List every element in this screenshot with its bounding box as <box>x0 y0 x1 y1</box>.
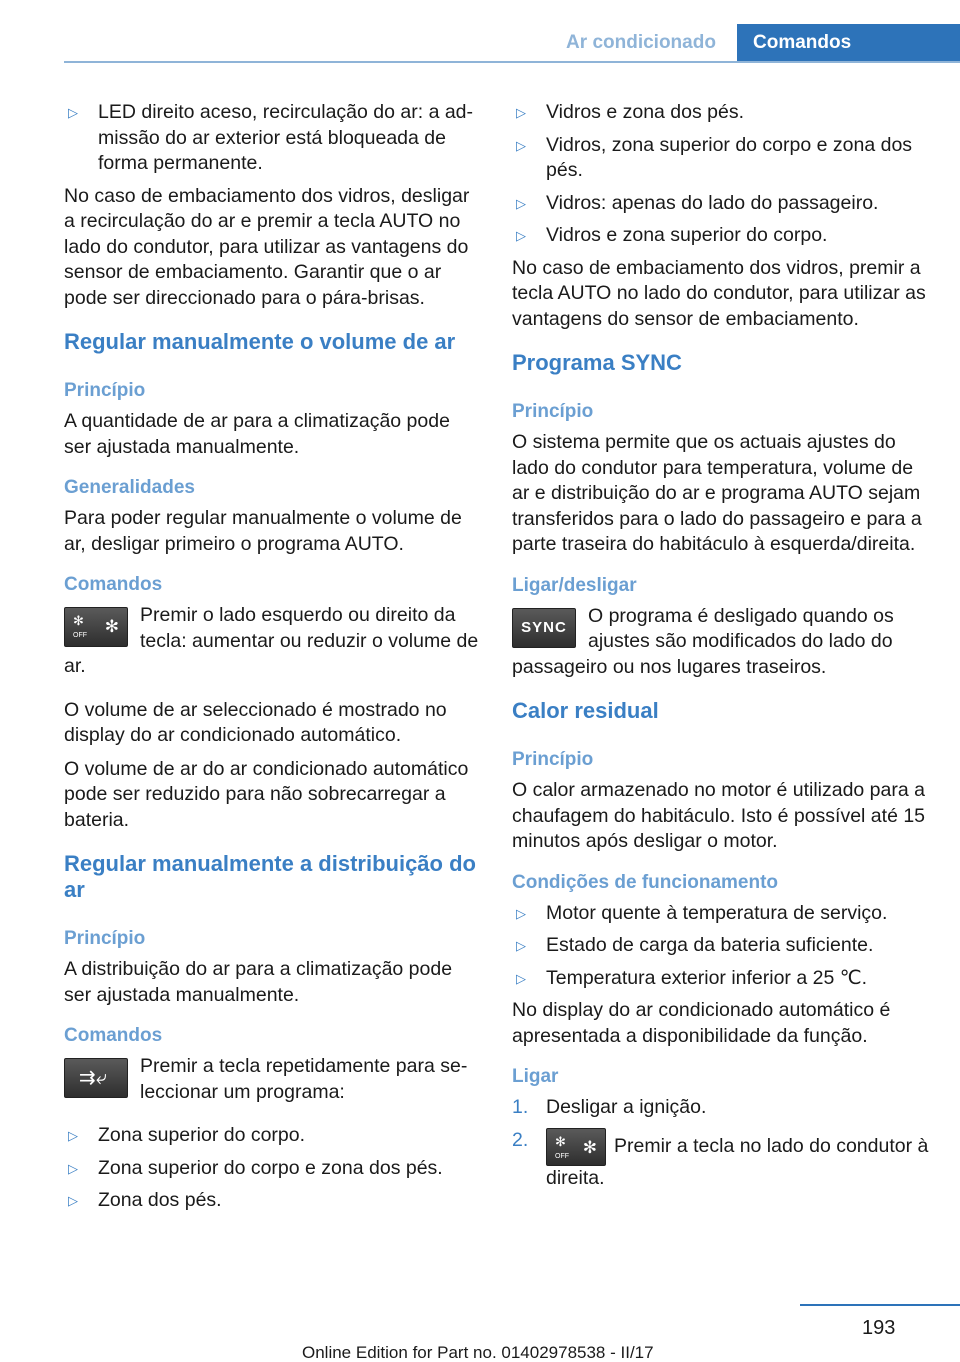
list-item: ▷ Zona superior do corpo. <box>64 1123 480 1149</box>
paragraph: O sistema permite que os actuais ajustes do lado do condutor para temperatura, volume de ar e distribuição do ar e programa AUTO sejam transferidos para o lado do passageiro e para a parte traseira do habitáculo à esquerda/direita. <box>512 431 922 555</box>
right-column <box>512 100 932 1198</box>
subheading: Princípio <box>512 401 594 422</box>
bullet-triangle-icon: ▷ <box>68 1128 78 1143</box>
list-item: ▷ Estado de carga da bateria suficiente. <box>512 933 932 959</box>
bullet-triangle-icon: ▷ <box>68 1160 78 1176</box>
header-active-tab: Comandos <box>737 24 960 61</box>
subheading: Ligar <box>512 1066 559 1087</box>
list-item: ▷ Temperatura exterior inferior a 25 ℃. <box>512 966 932 992</box>
bullet-triangle-icon: ▷ <box>516 105 526 120</box>
off-label: OFF <box>555 1152 569 1160</box>
icon-paragraph: ✻ OFF ✻ Premir o lado esquerdo ou direito da tecla: aumentar ou reduzir o volume de ar. <box>64 604 479 677</box>
list-item: ▷ Zona superior do corpo e zona dos pés. <box>64 1156 480 1182</box>
seat-airflow-icon: ⇉⤶ <box>79 1067 107 1089</box>
paragraph: No display do ar condicionado automático é apresentada a disponibilidade da função. <box>512 999 891 1047</box>
bullet-triangle-icon: ▷ <box>68 1193 78 1208</box>
paragraph: No caso de embaciamento dos vidros, desligar a recirculação do ar e premir a tecla AUTO no lado do condutor, para utilizar as vantagens do sensor de embaciamento. Garantir que o ar pode ser direccionado para o pára-brisas. <box>64 184 470 309</box>
footer-edition: Online Edition for Part no. 01402978538 - II/17 <box>302 1343 654 1362</box>
paragraph: No caso de embaciamento dos vidros, premir a tecla AUTO no lado do condutor, para utilizar as vantagens do sensor de embaciamento. <box>512 256 926 330</box>
subheading: Princípio <box>512 749 594 770</box>
list-item: ▷ LED direito aceso, recirculação do ar: a admissão do ar exterior está bloqueada de forma permanente. <box>68 101 474 174</box>
air-distribution-button-image <box>64 1058 128 1098</box>
step-item: 2. ✻ OFF ✻ Premir a tecla no lado do condutor à direita. <box>512 1128 929 1189</box>
fan-button-image <box>546 1128 606 1166</box>
fan-small-icon: ✻ <box>73 613 84 628</box>
paragraph: A distribuição do ar para a climatização pode ser ajustada manualmente. <box>64 958 453 1006</box>
fan-large-icon: ✻ <box>582 1137 597 1157</box>
bullet-triangle-icon: ▷ <box>516 905 526 921</box>
list-item: ▷ Vidros e zona dos pés. <box>512 100 932 126</box>
paragraph: O volume de ar seleccionado é mostrado no display do ar condicionado automático. <box>64 698 447 746</box>
bullet-triangle-icon: ▷ <box>516 195 526 211</box>
sync-button-image: SYNC <box>512 608 576 648</box>
fan-large-icon: ✻ <box>104 617 119 636</box>
page-number-divider <box>800 1304 960 1306</box>
subheading: Generalidades <box>64 477 195 498</box>
subheading: Ligar/desligar <box>512 574 637 596</box>
section-heading: Programa SYNC <box>512 350 682 375</box>
paragraph: A quantidade de ar para a climatização pode ser ajustada manualmente. <box>64 410 450 458</box>
subheading: Condições de funcionamento <box>512 871 779 893</box>
subheading: Comandos <box>64 1025 163 1046</box>
section-heading: Regular manualmente o volume de ar <box>64 329 456 354</box>
fan-button-image <box>64 607 128 647</box>
fan-small-icon: ✻ <box>555 1133 566 1149</box>
off-label: OFF <box>73 632 87 639</box>
section-heading: Calor residual <box>512 698 659 723</box>
bullet-triangle-icon: ▷ <box>516 137 526 153</box>
subheading: Comandos <box>64 574 163 595</box>
step-item: 1. Desligar a ignição. <box>512 1096 707 1118</box>
subheading: Princípio <box>64 380 146 401</box>
bullet-triangle-icon: ▷ <box>68 105 78 120</box>
list-item: ▷ Vidros e zona superior do corpo. <box>512 223 932 249</box>
page-number: 193 <box>862 1317 896 1339</box>
list-item: ▷ Vidros, zona superior do corpo e zona dos pés. <box>516 133 913 181</box>
section-heading: Regular manualmente a distribuição do ar <box>64 851 476 902</box>
paragraph: Para poder regular manualmente o volume de ar, desligar primeiro o programa AUTO. <box>64 507 462 555</box>
header-section-tab: Ar condicionado <box>566 32 716 53</box>
icon-paragraph: ⇉⤶ Premir a tecla repetidamente para seleccionar um programa: <box>64 1054 480 1105</box>
header-divider <box>64 61 960 63</box>
list-item: ▷ Motor quente à temperatura de serviço. <box>512 901 932 927</box>
subheading: Princípio <box>64 928 146 949</box>
bullet-triangle-icon: ▷ <box>516 970 526 986</box>
list-item: ▷ Vidros: apenas do lado do passageiro. <box>512 191 932 217</box>
paragraph: O volume de ar do ar condicionado automático pode ser reduzido para não sobrecarregar a bateria. <box>64 757 469 831</box>
bullet-triangle-icon: ▷ <box>516 228 526 243</box>
icon-paragraph: SYNC O programa é desligado quando os ajustes são modificados do lado do passageiro ou nos lugares traseiros. <box>512 604 894 678</box>
bullet-triangle-icon: ▷ <box>516 938 526 953</box>
list-item: ▷ Zona dos pés. <box>64 1188 480 1214</box>
paragraph: O calor armazenado no motor é utilizado para a chaufagem do habitáculo. Isto é possível até 15 minutos após desligar o motor. <box>512 779 926 852</box>
left-column <box>64 100 480 1221</box>
